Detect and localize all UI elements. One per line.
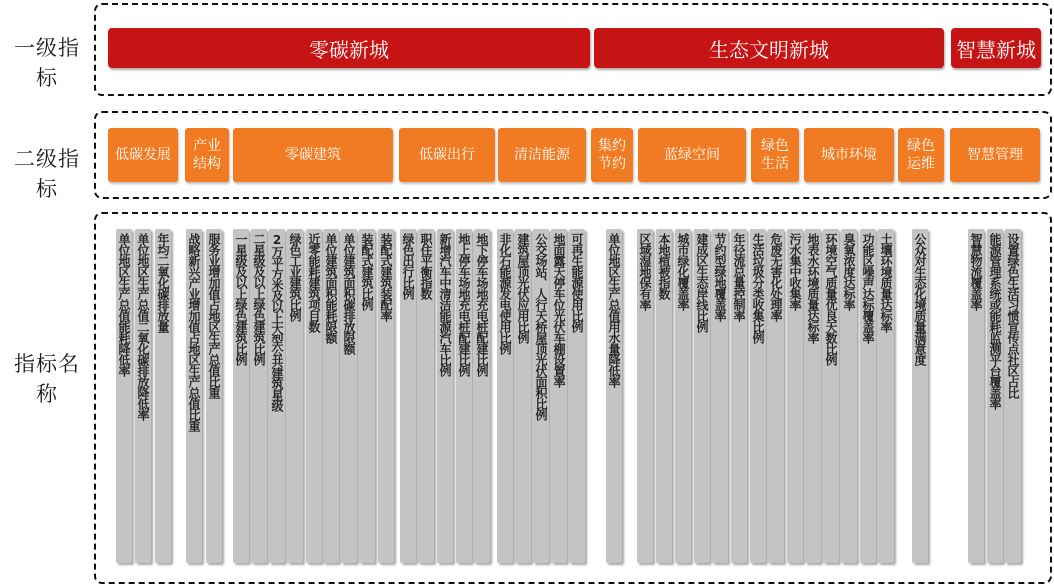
level2-label: 运维 (907, 156, 935, 172)
level2-label: 城市环境 (821, 147, 877, 163)
indicator-column (968, 229, 984, 563)
level2-label: 节约 (598, 156, 626, 172)
indicator-column (551, 229, 567, 563)
indicator-label: 单位建筑面积能耗限额 (324, 233, 338, 343)
level2-box (185, 128, 229, 182)
indicator-label: 建成区生态岸线比例 (695, 233, 709, 332)
indicator-label: 本地植被指数 (657, 233, 671, 299)
indicator-label: 可再生能源使用比例 (570, 233, 584, 332)
indicator-column (768, 229, 784, 563)
indicator-label: 区域湿地保有率 (638, 233, 652, 310)
level2-box (233, 128, 393, 182)
indicator-label: 年均二氧化碳排放量 (156, 233, 170, 332)
level2-box (399, 128, 495, 182)
indicator-column (323, 229, 339, 563)
level2-box (898, 128, 944, 182)
indicator-label: 地下停车场地充电桩配建比例 (475, 233, 489, 376)
indicator-label: 装配式建筑装配率 (379, 233, 393, 321)
indicator-column (731, 229, 747, 563)
indicator-column (569, 229, 585, 563)
indicator-column (712, 229, 728, 563)
indicator-label: 设置绿色生活习惯宣传点社区占比 (1006, 233, 1020, 398)
level2-box (751, 128, 799, 182)
row-label-level2: 二级指标 (14, 147, 80, 201)
indicator-column (1005, 229, 1021, 563)
level2-label: 绿色 (907, 138, 935, 154)
indicator-label: 地面露天停车位光伏车棚设置率 (552, 233, 566, 387)
indicator-label: 单位建筑面积碳排放限额 (342, 233, 356, 354)
indicator-label: 单位地区生产总值二氧化碳排放降低率 (136, 233, 150, 420)
indicator-column (269, 229, 285, 563)
level2-label: 蓝绿空间 (664, 147, 720, 163)
indicator-column (233, 229, 249, 563)
indicator-label: 公交场站、人行天桥屋顶光伏面积比例 (534, 233, 548, 420)
indicator-column (206, 229, 222, 563)
indicator-label: 2万平方米及以上大型公共建筑星级 (270, 233, 284, 411)
indicator-column (155, 229, 171, 563)
indicator-label: 近零能耗建筑项目数 (307, 233, 321, 332)
indicator-column (750, 229, 766, 563)
indicator-label: 公众对生态化境质量满意度 (913, 233, 927, 365)
indicator-label: 功能区噪声达标覆盖率 (861, 233, 875, 343)
indicator-column (456, 229, 472, 563)
level2-label: 低碳出行 (419, 147, 475, 163)
indicator-label: 绿色工业建筑比例 (288, 233, 302, 321)
indicator-label: 危废无害化处理率 (769, 233, 783, 321)
indicator-column (116, 229, 132, 563)
indicator-label: 土壤环境质量达标率 (879, 233, 893, 332)
indicator-label: 污水集中收集率 (788, 233, 802, 310)
indicator-column (860, 229, 876, 563)
level2-label: 清洁能源 (514, 147, 570, 163)
indicator-column (378, 229, 394, 563)
indicator-label: 能源管理系统或能耗监测平台覆盖率 (988, 233, 1002, 409)
indicator-label: 服务业增加值占地区生产总值比重 (207, 233, 221, 398)
indicator-column (656, 229, 672, 563)
level2-box (108, 128, 178, 182)
indicator-label: 节约型绿地覆盖率 (713, 233, 727, 321)
indicator-column (186, 229, 202, 563)
indicator-column (606, 229, 622, 563)
indicator-label: 职住平衡指数 (419, 233, 433, 299)
indicator-label: 装配式建筑比例 (360, 233, 374, 310)
indicator-column (418, 229, 434, 563)
level2-label: 低碳发展 (115, 147, 171, 163)
level1-box-eco: 生态文明新城 (594, 28, 944, 68)
indicator-label: 环境空气质量优良天数比例 (824, 233, 838, 365)
level2-label: 产业 (193, 138, 221, 154)
level2-box (950, 128, 1040, 182)
indicator-label: 智慧物流覆盖率 (969, 233, 983, 310)
level1-box-smart: 智慧新城 (951, 28, 1041, 68)
indicator-column (400, 229, 416, 563)
level2-box (591, 128, 633, 182)
indicator-column (437, 229, 453, 563)
indicator-label: 二星级及以上绿色建筑比例 (252, 233, 266, 365)
indicator-column (474, 229, 490, 563)
indicator-label: 单位地区生产总值用水量降低率 (607, 233, 621, 387)
level2-box (498, 128, 586, 182)
indicator-column (675, 229, 691, 563)
indicator-column (987, 229, 1003, 563)
indicator-column (878, 229, 894, 563)
indicator-label: 生活垃圾分类收集比例 (751, 233, 765, 343)
level2-label: 集约 (598, 138, 626, 154)
indicator-label: 臭氧浓度达标率 (842, 233, 856, 310)
level2-box (638, 128, 746, 182)
indicator-label: 一星级及以上绿色建筑比例 (234, 233, 248, 365)
indicator-column (533, 229, 549, 563)
indicator-label: 新增汽车中清洁能源汽车比例 (438, 233, 452, 376)
indicator-label: 地表水环境质量达标率 (806, 233, 820, 343)
indicator-column (787, 229, 803, 563)
indicator-column (135, 229, 151, 563)
level2-label: 生活 (761, 156, 789, 172)
indicator-label: 非化石能源发电使用比例 (498, 233, 512, 354)
level2-label: 零碳建筑 (285, 147, 341, 163)
level2-box (804, 128, 894, 182)
indicator-column (823, 229, 839, 563)
level2-label: 绿色 (761, 138, 789, 154)
indicator-label: 地上停车场地充电桩配建比例 (457, 233, 471, 376)
indicator-column (841, 229, 857, 563)
indicator-column (637, 229, 653, 563)
indicator-label: 城市绿化覆盖率 (676, 233, 690, 310)
level2-label: 智慧管理 (967, 147, 1023, 163)
indicator-column (341, 229, 357, 563)
indicator-column (251, 229, 267, 563)
indicator-column (287, 229, 303, 563)
row-label-level1: 一级指标 (14, 36, 80, 90)
level2-label: 结构 (193, 156, 221, 172)
indicator-column (515, 229, 531, 563)
indicator-label: 绿色出行比例 (401, 233, 415, 299)
level1-box-zero-carbon: 零碳新城 (108, 28, 590, 68)
indicator-column (805, 229, 821, 563)
indicator-column (359, 229, 375, 563)
indicator-column (694, 229, 710, 563)
indicator-column (497, 229, 513, 563)
indicator-column (306, 229, 322, 563)
indicator-label: 战略新兴产业增加值占地区生产总值比重 (187, 233, 201, 431)
row-label-indicators: 指标名称 (14, 352, 80, 406)
indicator-label: 建筑屋顶光伏应用比例 (516, 233, 530, 343)
indicator-label: 年径流总量控制率 (732, 233, 746, 321)
indicator-label: 单位地区生产总值能耗降低率 (117, 233, 131, 376)
indicator-column (912, 229, 928, 563)
